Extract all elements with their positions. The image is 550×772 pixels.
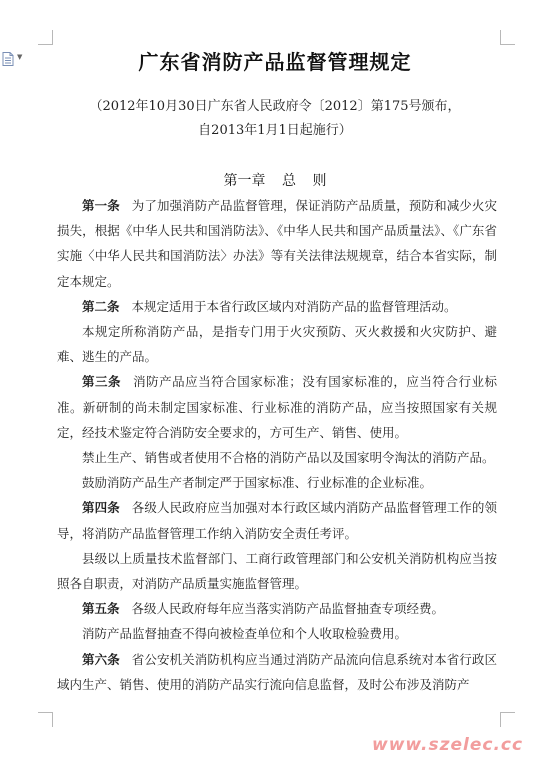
article-number: 第二条 <box>82 298 120 314</box>
paragraph-text: 消防产品应当符合国家标准；没有国家标准的，应当符合行业标准。新研制的尚未制定国家标准、行业标准的消防产品，应当按照国家有关规定，经技术鉴定符合消防安全要求的，方可生产、销售、使用。 <box>57 374 497 440</box>
document-title: 广东省消防产品监督管理规定 <box>138 50 412 74</box>
paragraph <box>57 596 497 621</box>
paragraph <box>57 369 497 445</box>
paragraph <box>57 445 497 470</box>
article-number: 第六条 <box>82 651 120 667</box>
paragraph-text: 本规定适用于本省行政区域内对消防产品的监督管理活动。 <box>131 298 457 314</box>
paragraph-text: 消防产品监督抽查不得向被检查单位和个人收取检验费用。 <box>82 626 408 642</box>
paragraph <box>57 294 497 319</box>
paragraph <box>57 193 497 294</box>
paragraph <box>57 621 497 646</box>
crop-mark-top-right <box>500 30 515 45</box>
paragraph <box>57 546 497 596</box>
document-subtitle <box>60 95 490 143</box>
paragraph-text: 鼓励消防产品生产者制定严于国家标准、行业标准的企业标准。 <box>82 475 433 491</box>
chevron-down-icon[interactable]: ▼ <box>17 53 23 61</box>
crop-mark-bottom-left <box>38 712 53 727</box>
article-number: 第三条 <box>82 374 122 390</box>
paragraph-text: 本规定所称消防产品，是指专门用于火灾预防、灭火救援和火灾防护、避难、逃生的产品。 <box>57 324 497 365</box>
document-body <box>57 193 497 697</box>
paragraph-text: 各级人民政府应当加强对本行政区域内消防产品监督管理工作的领导，将消防产品监督管理工作纳入消防安全责任考评。 <box>57 500 497 541</box>
subtitle-line-2: 自2013年1月1日起施行） <box>198 123 352 138</box>
article-number: 第五条 <box>82 601 120 617</box>
article-number: 第一条 <box>82 198 120 213</box>
crop-mark-top-left <box>38 30 53 45</box>
paragraph <box>57 647 497 697</box>
paragraph <box>57 319 497 369</box>
paragraph-text: 为了加强消防产品监督管理，保证消防产品质量，预防和减少火灾损失，根据《中华人民共和国消防法》、《中华人民共和国产品质量法》、《广东省实施〈中华人民共和国消防法〉办法》等有关法律法规规章，结合本省实际，制定本规定。 <box>57 198 497 289</box>
paragraph-text: 县级以上质量技术监督部门、工商行政管理部门和公安机关消防机构应当按照各自职责，对消防产品质量实施监督管理。 <box>57 550 497 592</box>
paragraph <box>57 495 497 545</box>
article-number: 第四条 <box>82 500 120 516</box>
paragraph <box>57 470 497 495</box>
subtitle-line-1: （2012年10月30日广东省人民政府令〔2012〕第175号颁布， <box>89 99 461 114</box>
watermark: www.szelec.cc <box>372 735 524 755</box>
crop-mark-bottom-right <box>500 712 515 727</box>
paragraph-text: 禁止生产、销售或者使用不合格的消防产品以及国家明令淘汰的消防产品。 <box>82 450 495 466</box>
paragraph-text: 各级人民政府每年应当落实消防产品监督抽查专项经费。 <box>131 601 445 617</box>
paragraph-text: 省公安机关消防机构应当通过消防产品流向信息系统对本省行政区域内生产、销售、使用的消防产品实行流向信息监督，及时公布涉及消防产 <box>57 651 497 692</box>
chapter-title: 第一章 总 则 <box>223 173 327 189</box>
